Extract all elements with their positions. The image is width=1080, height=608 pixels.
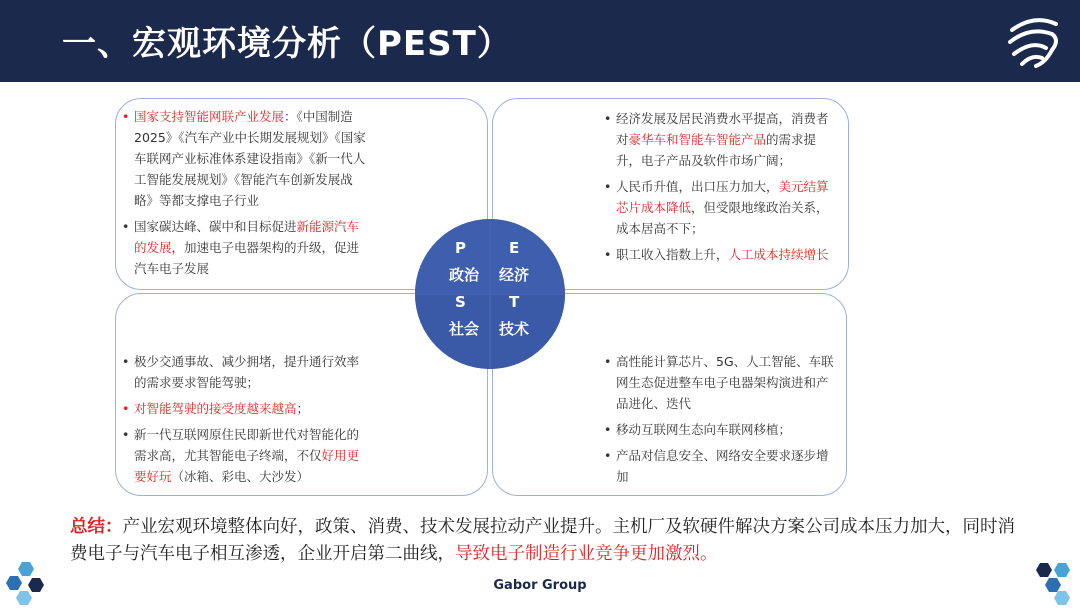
bullet-item <box>604 108 836 171</box>
bullet-text: 经济发展及居民消费水平提高，消费者对 <box>616 111 829 147</box>
society-bullets <box>122 351 370 492</box>
bullet-item <box>604 244 836 265</box>
bullet-item <box>122 398 370 419</box>
pest-letter-p: P <box>455 239 466 257</box>
pest-segment-technology <box>491 295 565 369</box>
bullet-text: 移动互联网生态向车联网移植； <box>616 422 792 437</box>
bullet-item <box>604 176 836 239</box>
pest-letter-t: T <box>509 293 520 311</box>
summary-highlight: 导致电子制造行业竞争更加激烈。 <box>455 544 718 564</box>
bullet-item <box>122 351 370 393</box>
summary-label: 总结： <box>70 517 123 537</box>
bullet-text: ：《中国制造2025》《汽车产业中长期发展规划》《国家车联网产业标准体系建设指南》《新一代人工智能发展规划》《智能汽车创新发展战略》等都支撑电子行业 <box>134 109 366 208</box>
summary-text <box>70 514 1030 568</box>
highlight-text: 对智能驾驶的接受度越来越高 <box>134 401 297 416</box>
header-bar <box>0 0 1080 82</box>
bullet-item <box>604 445 836 487</box>
highlight-text: 豪华车和智能车智能产品 <box>628 132 767 147</box>
technology-bullets <box>604 351 836 492</box>
bullet-text: （冰箱、彩电、大沙发） <box>171 469 310 484</box>
bullet-text: 产品对信息安全、网络安全要求逐步增加 <box>616 448 829 484</box>
bullet-text: 人民币升值，出口压力加大， <box>616 179 779 194</box>
pest-letter-e: E <box>509 239 520 257</box>
bullet-text: 高性能计算芯片、5G、人工智能、车联网生态促进整车电子电器架构演进和产品进化、迭代 <box>616 354 834 411</box>
highlight-text: 新能源汽车的发展 <box>134 219 360 255</box>
bullet-text: 国家碳达峰、碳中和目标促进 <box>134 219 297 234</box>
bullet-text: ，加速电子电器架构的升级，促进汽车电子发展 <box>134 240 360 276</box>
footer-brand: Gabor Group <box>493 578 587 593</box>
bullet-text: 极少交通事故、减少拥堵，提升通行效率的需求要求智能驾驶； <box>134 354 360 390</box>
highlight-text: 好用更要好玩 <box>134 448 360 484</box>
pest-circle <box>415 219 565 369</box>
bullet-item <box>604 419 836 440</box>
bullet-text: 新一代互联网原住民即新世代对智能化的需求高，尤其智能电子终端，不仅 <box>134 427 360 463</box>
pest-label-society: 社会 <box>449 320 480 338</box>
highlight-text: 国家支持智能网联产业发展 <box>134 109 285 124</box>
bullet-text: ，但受限地缘政治关系，成本居高不下； <box>616 200 829 236</box>
page-title: 一、宏观环境分析（PEST） <box>62 24 512 64</box>
bullet-text: 职工收入指数上升， <box>616 247 729 262</box>
economy-bullets <box>604 108 836 270</box>
swirl-logo-icon <box>1002 10 1066 74</box>
pest-segment-politics <box>415 219 489 293</box>
summary-body: 产业宏观环境整体向好，政策、消费、技术发展拉动产业提升。主机厂及软硬件解决方案公司成本压力加大，同时消费电子与汽车电子相互渗透，企业开启第二曲线， <box>70 517 1015 564</box>
bullet-item <box>604 351 836 414</box>
bullet-text: 的需求提升，电子产品及软件市场广阔； <box>616 132 817 168</box>
pest-segment-society <box>415 295 489 369</box>
politics-bullets <box>122 106 370 284</box>
pest-segment-economy <box>491 219 565 293</box>
bullet-item <box>122 106 370 211</box>
bullet-item <box>122 424 370 487</box>
pest-letter-s: S <box>455 293 466 311</box>
bullet-item <box>122 216 370 279</box>
hexagon-decoration-icon <box>1028 560 1078 606</box>
pest-label-technology: 技术 <box>499 320 530 338</box>
highlight-text: 美元结算芯片成本降低 <box>616 179 829 215</box>
highlight-text: 人工成本持续增长 <box>728 247 829 262</box>
pest-label-economy: 经济 <box>499 266 530 284</box>
pest-label-politics: 政治 <box>449 266 480 284</box>
bullet-text: ； <box>296 401 310 416</box>
